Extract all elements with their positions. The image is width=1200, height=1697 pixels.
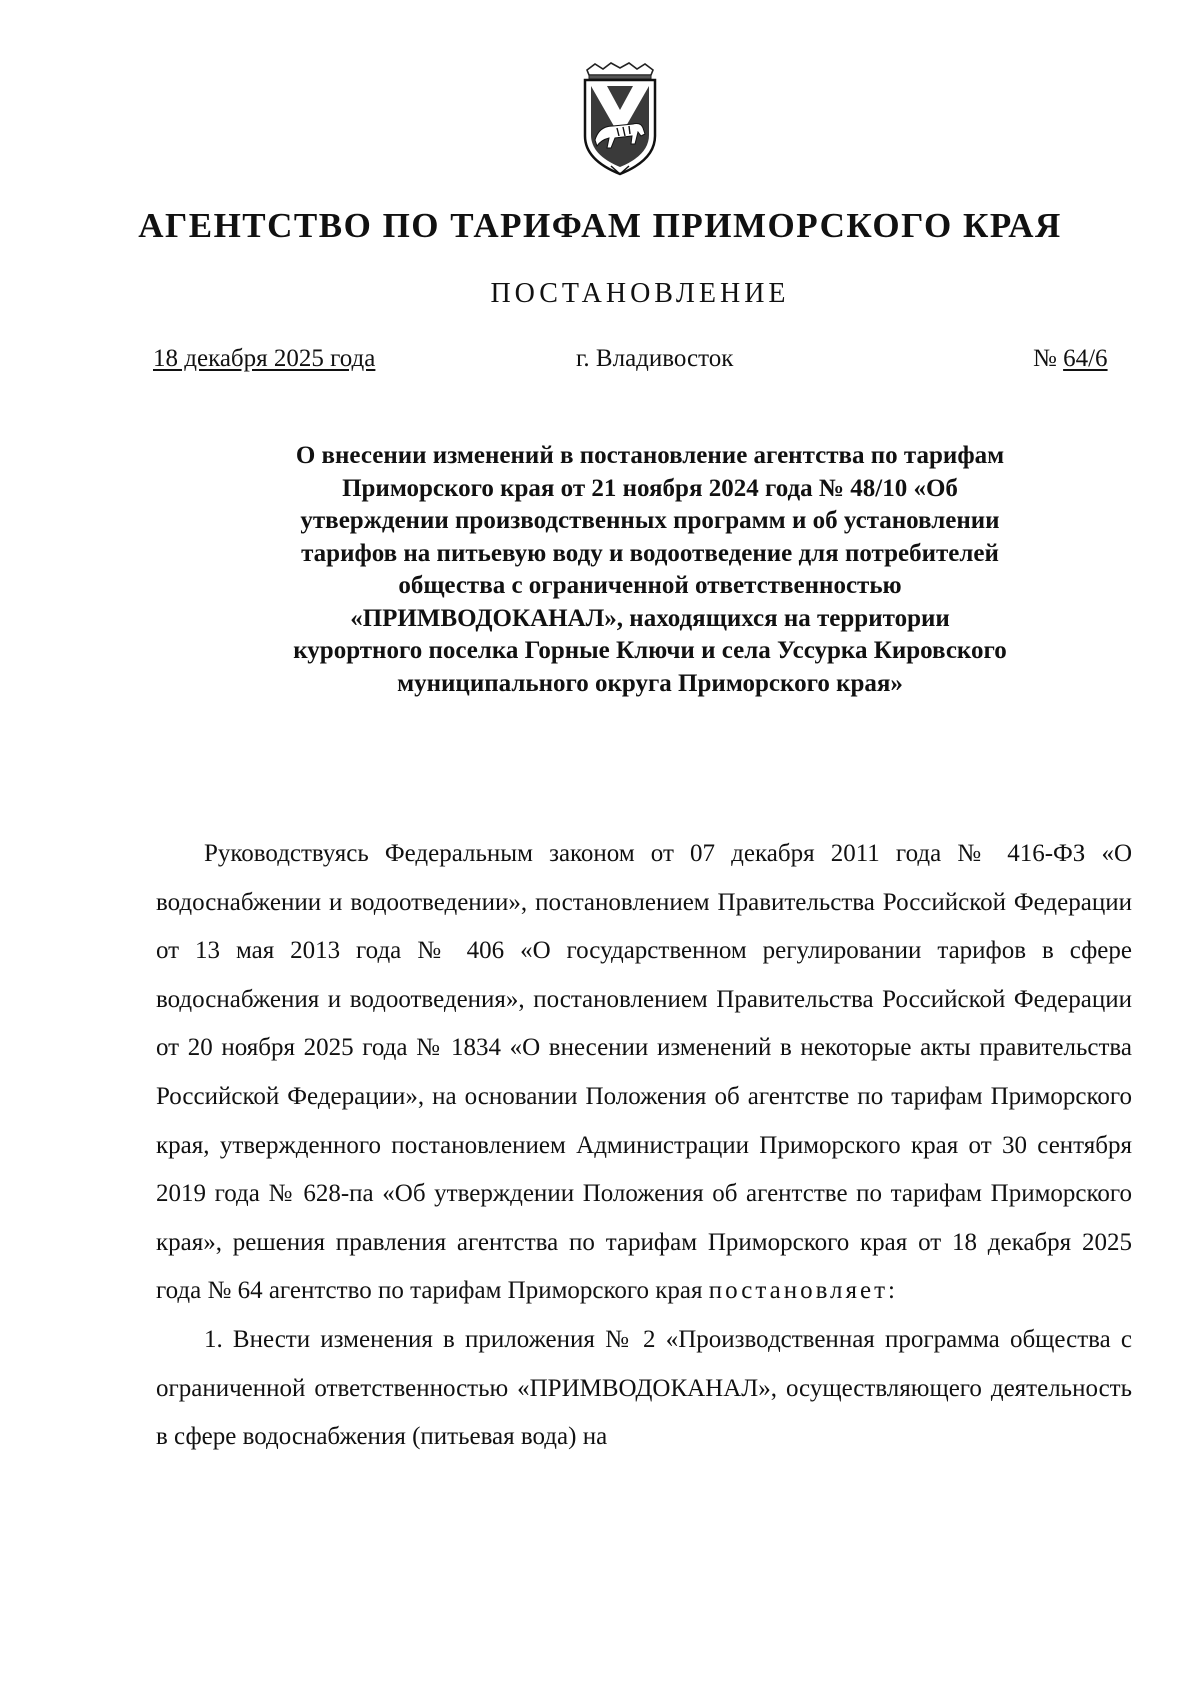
document-number-value: 64/6 bbox=[1063, 345, 1108, 372]
document-type: ПОСТАНОВЛЕНИЕ bbox=[490, 278, 790, 309]
body-paragraph-text: Руководствуясь Федеральным законом от 07 декабря 2011 года № 416-ФЗ «О водоснабжении и водоотведении», постановлением Правительства Российской Федерации от 13 мая 2013 года № 406 «О государственном регулировании тарифов в сфере водоснабжения и водоотведения», постановлением Правительства Российской Федерации от 20 ноября 2025 года № 1834 «О внесении изменений в некоторые акты правительства Российской Федерации», на основании Положения об агентстве по тарифам Приморского края, утвержденного постановлением Администрации Приморского края от 30 сентября 2019 года № 628-па «Об утверждении Положения об агентстве по тарифам Приморского края», решения правления агентства по тарифам Приморского края от 18 декабря 2025 года № 64 агентство по тарифам Приморского края bbox=[156, 840, 1132, 1305]
body-paragraph bbox=[156, 830, 1132, 1316]
document-subject: О внесении изменений в постановление агентства по тарифам Приморского края от 21 ноября 2024 года № 48/10 «Об утверждении производственных программ и об установлении тарифов на питьевую воду и водоотведение для потребителей общества с ограниченной ответственностью «ПРИМВОДОКАНАЛ», находящихся на территории курортного поселка Горные Ключи и села Уссурка Кировского муниципального округа Приморского края» bbox=[293, 442, 1007, 697]
document-city: г. Владивосток bbox=[576, 345, 734, 372]
body-paragraph-text: 1. Внести изменения в приложения № 2 «Производственная программа общества с ограниченной ответственностью «ПРИМВОДОКАНАЛ», осуществляющего деятельность в сфере водоснабжения (питьевая вода) на bbox=[156, 1325, 1132, 1451]
document-body bbox=[156, 830, 1132, 1462]
agency-title: АГЕНТСТВО ПО ТАРИФАМ ПРИМОРСКОГО КРАЯ bbox=[138, 206, 1062, 245]
document-number-prefix: № bbox=[1033, 345, 1064, 372]
body-paragraph bbox=[156, 1316, 1132, 1462]
coat-of-arms-icon bbox=[581, 62, 659, 180]
document-date: 18 декабря 2025 года bbox=[153, 345, 376, 372]
document-number bbox=[1033, 345, 1108, 373]
resolves-word: постановляет: bbox=[708, 1277, 898, 1305]
